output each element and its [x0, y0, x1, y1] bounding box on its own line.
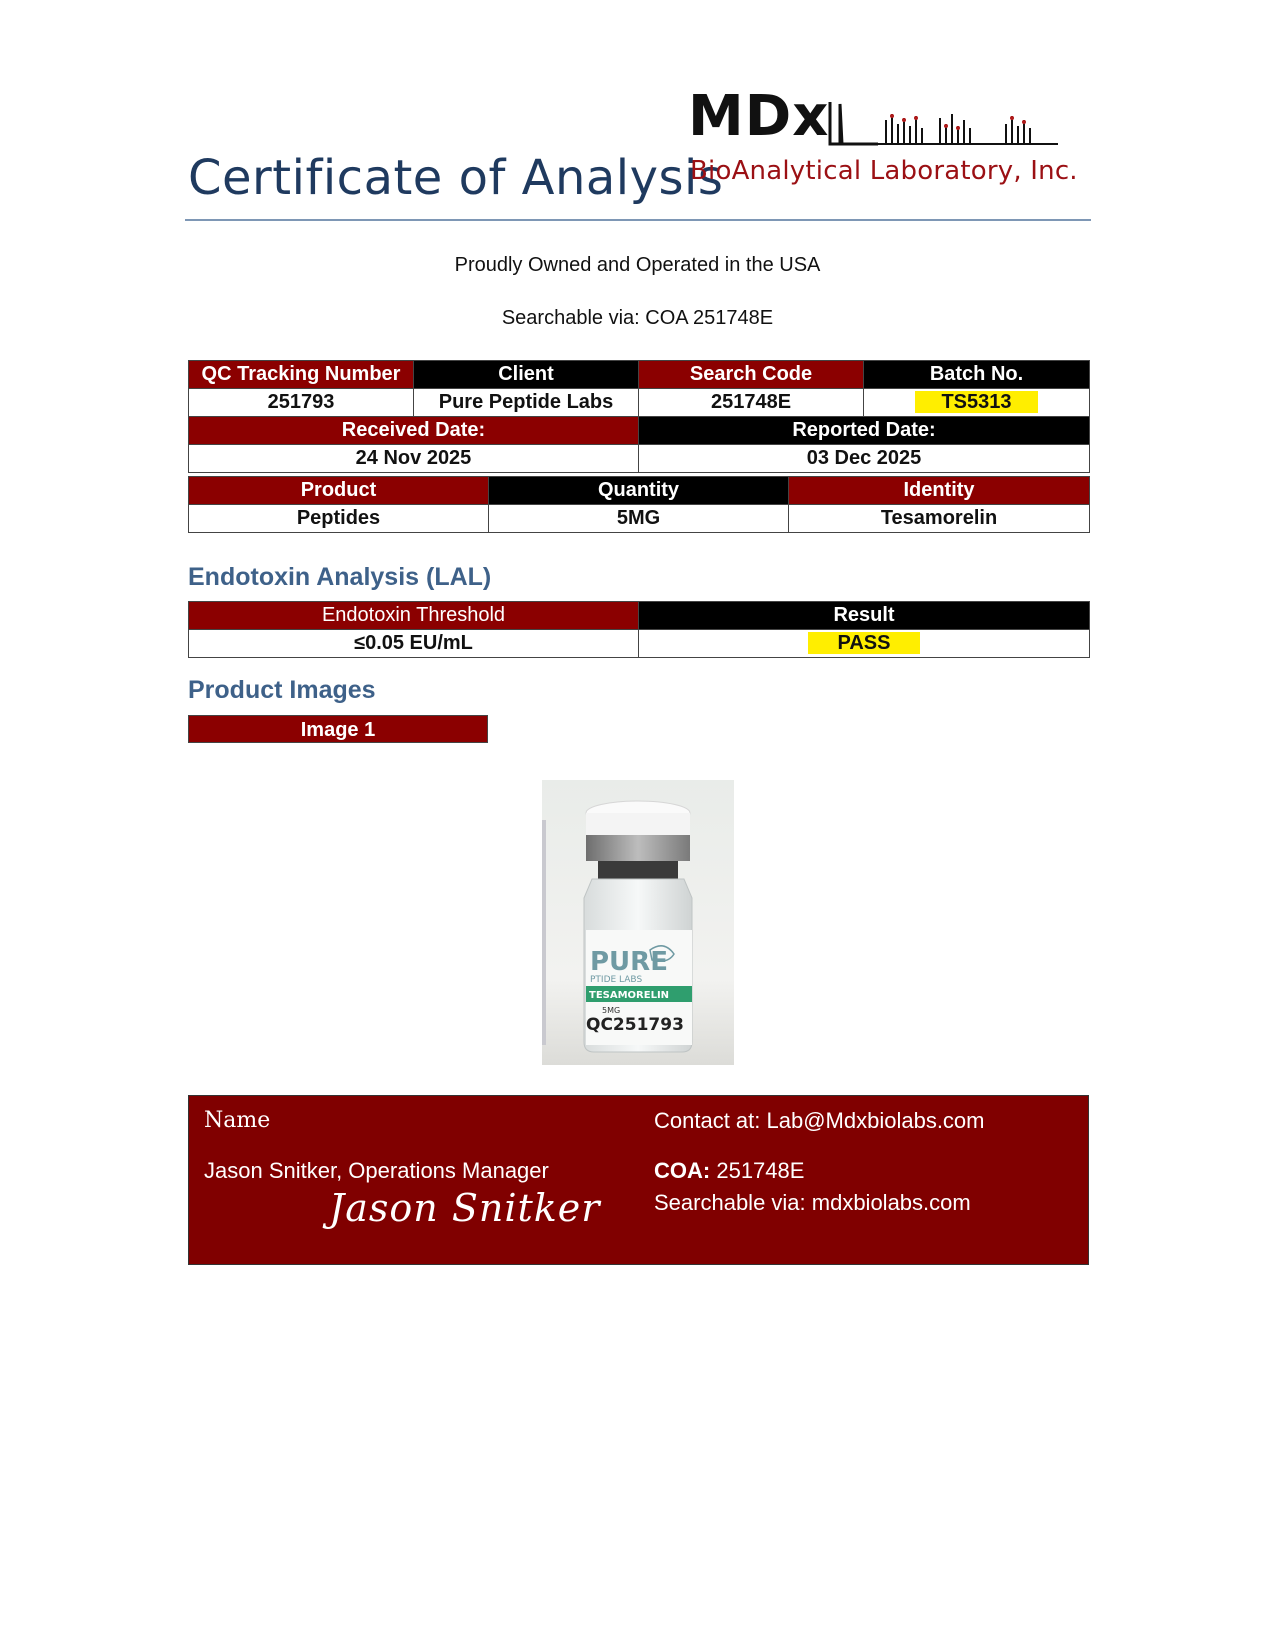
identity-value: Tesamorelin	[789, 505, 1090, 533]
received-date-header: Received Date:	[189, 417, 639, 445]
vial-code: QC251793	[586, 1015, 684, 1035]
logo-company-name: BioAnalytical Laboratory, Inc.	[690, 156, 1078, 186]
endotoxin-table	[188, 601, 1090, 658]
table-row	[189, 389, 1090, 417]
reported-date-header: Reported Date:	[639, 417, 1090, 445]
product-table	[188, 476, 1090, 533]
vial-brand-small: PTIDE LABS	[590, 975, 643, 985]
batch-cell	[864, 389, 1090, 417]
client-header: Client	[414, 361, 639, 389]
table-row	[189, 417, 1090, 445]
batch-value: TS5313	[915, 391, 1037, 413]
quantity-header: Quantity	[489, 477, 789, 505]
received-date-value: 24 Nov 2025	[189, 445, 639, 473]
chromatogram-icon	[828, 94, 1068, 150]
logo-mark: MDx	[688, 84, 830, 149]
page-title: Certificate of Analysis	[188, 150, 724, 206]
product-value: Peptides	[189, 505, 489, 533]
vial-band-text: TESAMORELIN	[589, 990, 670, 1001]
table-row	[189, 361, 1090, 389]
searchable-website: Searchable via: mdxbiolabs.com	[654, 1190, 971, 1215]
threshold-value: ≤0.05 EU/mL	[189, 630, 639, 658]
tagline: Proudly Owned and Operated in the USA	[454, 254, 821, 276]
signature: Jason Snitker	[329, 1186, 601, 1230]
coa-value: 251748E	[716, 1158, 805, 1183]
table-row	[189, 477, 1090, 505]
coa-line	[654, 1158, 804, 1184]
sample-info-table	[188, 360, 1090, 473]
result-cell	[639, 630, 1090, 658]
coa-label: COA:	[654, 1158, 711, 1183]
endotoxin-heading: Endotoxin Analysis (LAL)	[188, 563, 492, 591]
vial-brand-big: PURE	[590, 947, 668, 977]
table-row	[189, 602, 1090, 630]
searchable-note: Searchable via: COA 251748E	[501, 307, 774, 329]
image-1-header: Image 1	[188, 715, 488, 743]
product-header: Product	[189, 477, 489, 505]
threshold-header: Endotoxin Threshold	[189, 602, 639, 630]
search-code-value: 251748E	[639, 389, 864, 417]
identity-header: Identity	[789, 477, 1090, 505]
name-label: Name	[204, 1108, 271, 1133]
qc-tracking-header: QC Tracking Number	[189, 361, 414, 389]
reported-date-value: 03 Dec 2025	[639, 445, 1090, 473]
client-value: Pure Peptide Labs	[414, 389, 639, 417]
result-value: PASS	[808, 632, 921, 654]
result-header: Result	[639, 602, 1090, 630]
signature-footer	[188, 1095, 1089, 1265]
signer-name: Jason Snitker, Operations Manager	[204, 1158, 549, 1183]
company-logo	[688, 86, 1078, 198]
title-divider	[185, 219, 1091, 221]
table-row	[189, 505, 1090, 533]
batch-header: Batch No.	[864, 361, 1090, 389]
product-vial-image	[542, 780, 734, 1065]
vial-dose: 5MG	[602, 1006, 621, 1015]
quantity-value: 5MG	[489, 505, 789, 533]
table-row	[189, 445, 1090, 473]
contact-email: Contact at: Lab@Mdxbiolabs.com	[654, 1108, 985, 1133]
table-row	[189, 630, 1090, 658]
qc-tracking-value: 251793	[189, 389, 414, 417]
product-images-heading: Product Images	[188, 676, 376, 704]
search-code-header: Search Code	[639, 361, 864, 389]
